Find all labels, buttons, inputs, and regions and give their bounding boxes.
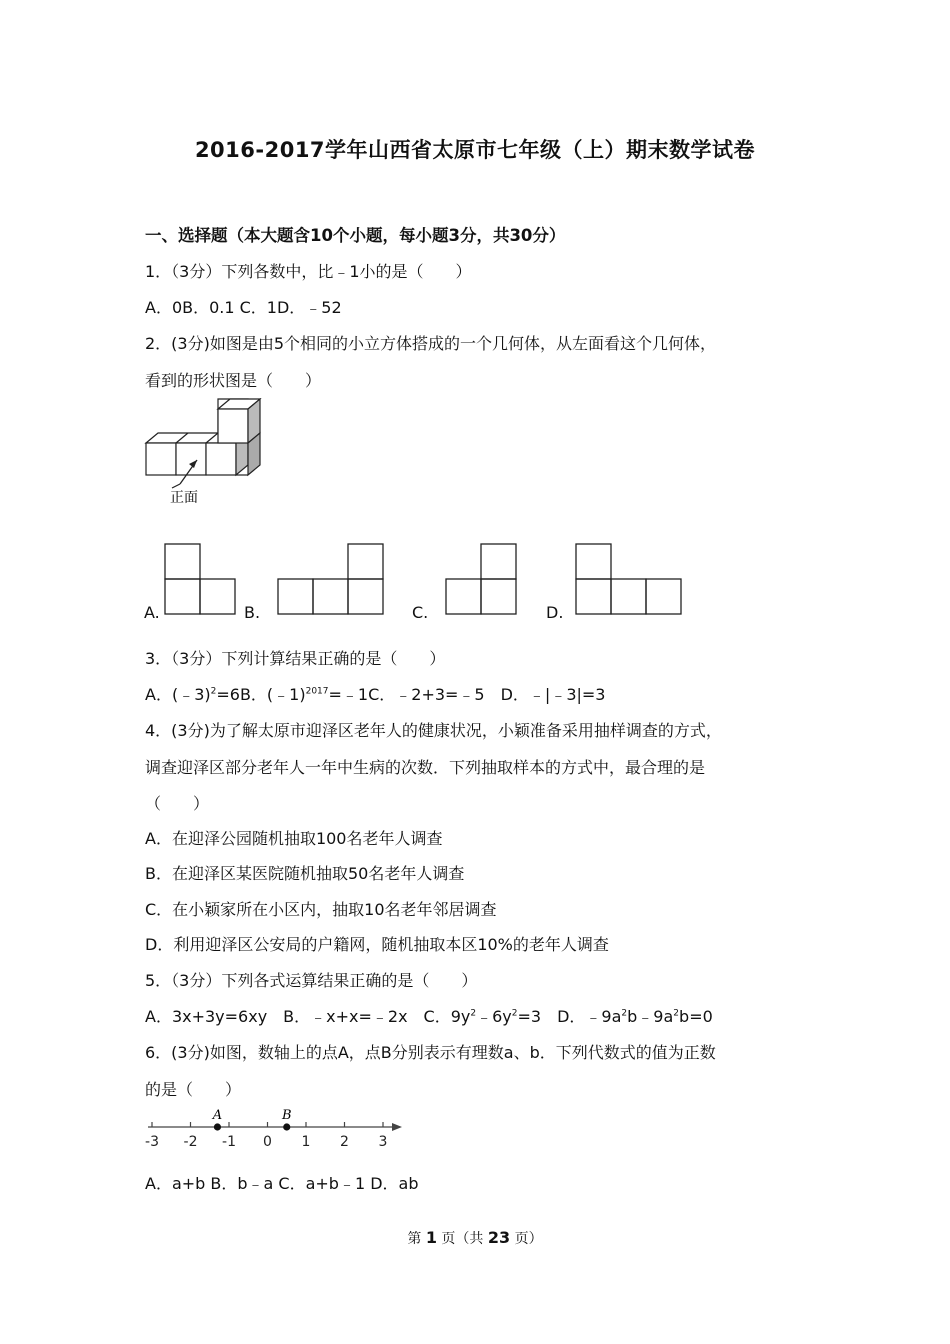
q6-stem-line1: 6．(3分)如图，数轴上的点A，点B分别表示有理数a、b．下列代数式的值为正数: [145, 1043, 716, 1062]
number-line-tick-label: 1: [301, 1134, 311, 1150]
option-c-label: C.: [412, 603, 429, 622]
q3-options: A．(﹣3)$^2$=6B．(﹣1)$^{2017}$=﹣1C．﹣2+3=﹣5 D．﹣|﹣3|=3: [145, 685, 606, 704]
option-b-label: B.: [244, 603, 261, 622]
q6-stem-line2: 的是（ ）: [145, 1080, 242, 1099]
q2-options-row: [140, 540, 700, 625]
q3-stem: 3．（3分）下列计算结果正确的是（ ）: [145, 649, 446, 668]
q5-options: A．3x+3y=6xy B．﹣x+x=﹣2x C．$9y^2﹣6y^2=3$ D．$﹣9a^2b﹣9a^2b=0$: [145, 1007, 713, 1026]
page-footer: 第 1 页（共 23 页）: [407, 1228, 543, 1247]
number-line-tick-label: 3: [378, 1134, 388, 1150]
q4-stem-line2: 调查迎泽区部分老年人一年中生病的次数．下列抽取样本的方式中，最合理的是: [145, 758, 706, 777]
page-title: 2016-2017学年山西省太原市七年级（上）期末数学试卷: [194, 138, 756, 162]
cube-solid-figure: [140, 398, 280, 508]
q4-option-c: C．在小颖家所在小区内，抽取10名老年邻居调查: [145, 900, 497, 919]
number-line-tick-label: -1: [222, 1134, 236, 1150]
number-line-tick-label: -2: [183, 1134, 198, 1150]
q6-options: A．a+b B．b﹣a C．a+b﹣1 D．ab: [145, 1174, 419, 1193]
number-line-tick-label: -3: [145, 1134, 159, 1150]
number-line-tick-label: 0: [263, 1134, 272, 1150]
q5-stem: 5．（3分）下列各式运算结果正确的是（ ）: [145, 971, 478, 990]
option-d-label: D.: [546, 603, 564, 622]
point-b-label: B: [281, 1108, 292, 1123]
q1-stem: 1．（3分）下列各数中，比﹣1小的是（ ）: [145, 262, 472, 281]
point-b: [283, 1123, 290, 1130]
q4-option-a: A．在迎泽公园随机抽取100名老年人调查: [145, 829, 443, 848]
section-heading: 一、选择题（本大题含10个小题，每小题3分，共30分）: [145, 226, 566, 245]
option-b-figure: [277, 540, 389, 616]
q2-stem-line2: 看到的形状图是（ ）: [145, 371, 322, 390]
option-a-label: A.: [144, 603, 160, 622]
q4-stem-line1: 4．(3分)为了解太原市迎泽区老年人的健康状况，小颖准备采用抽样调查的方式，: [145, 721, 722, 740]
option-c-figure: [445, 540, 521, 616]
q2-stem-line1: 2．(3分)如图是由5个相同的小立方体搭成的一个几何体，从左面看这个几何体，: [145, 334, 717, 353]
option-a-figure: [164, 540, 240, 616]
q4-stem-line3: （ ）: [145, 794, 210, 813]
front-label: 正面: [170, 490, 198, 506]
q4-option-b: B．在迎泽区某医院随机抽取50名老年人调查: [145, 864, 465, 883]
option-d-figure: [575, 540, 687, 616]
point-a: [214, 1123, 221, 1130]
q4-option-d: D．利用迎泽区公安局的户籍网，随机抽取本区10%的老年人调查: [145, 935, 609, 954]
number-line: [140, 1105, 410, 1153]
q1-options: A．0B．0.1 C．1D．﹣52: [145, 298, 342, 317]
number-line-tick-label: 2: [340, 1134, 349, 1150]
point-a-label: A: [212, 1108, 223, 1123]
